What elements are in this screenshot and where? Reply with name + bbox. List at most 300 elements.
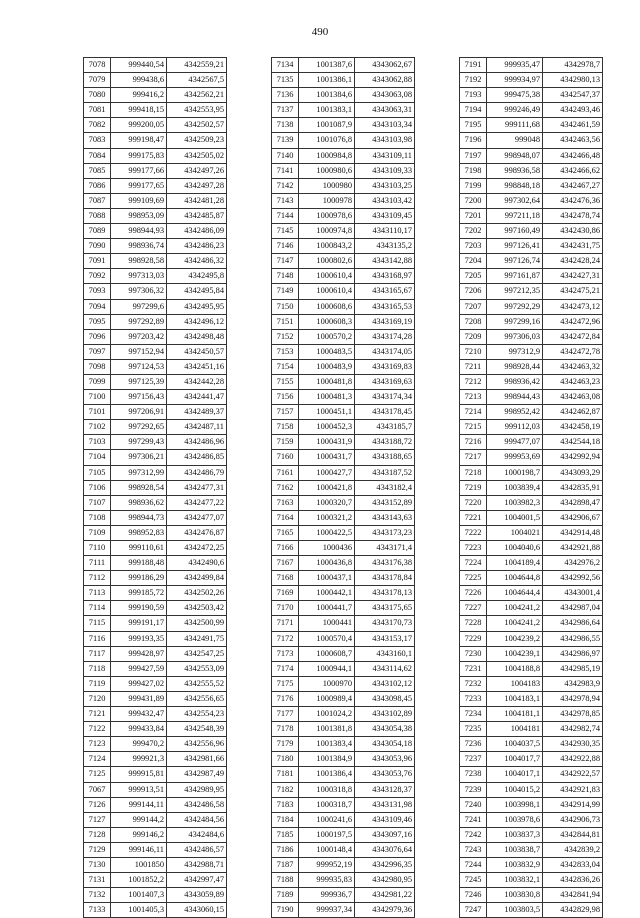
table-row (84, 239, 227, 254)
y-coordinate-cell: 4342987,04 (543, 601, 603, 616)
y-coordinate-cell: 4342914,48 (543, 525, 603, 540)
table-row (460, 601, 603, 616)
x-coordinate-cell: 1003978,6 (487, 812, 543, 827)
table-row (84, 857, 227, 872)
point-number-cell: 7203 (460, 239, 487, 254)
point-number-cell: 7130 (84, 857, 111, 872)
y-coordinate-cell: 4342554,23 (167, 707, 227, 722)
x-coordinate-cell: 997211,18 (487, 208, 543, 223)
x-coordinate-cell: 999427,02 (111, 676, 167, 691)
y-coordinate-cell: 4342556,96 (167, 737, 227, 752)
y-coordinate-cell: 4342472,78 (543, 344, 603, 359)
x-coordinate-cell: 1000148,4 (299, 842, 355, 857)
x-coordinate-cell: 1004239,2 (487, 631, 543, 646)
y-coordinate-cell: 4342922,88 (543, 752, 603, 767)
y-coordinate-cell: 4342463,08 (543, 390, 603, 405)
x-coordinate-cell: 1001386,4 (299, 767, 355, 782)
point-number-cell: 7188 (272, 873, 299, 888)
x-coordinate-cell: 1001405,3 (111, 903, 167, 918)
table-row (460, 133, 603, 148)
table-row (84, 224, 227, 239)
point-number-cell: 7207 (460, 299, 487, 314)
x-coordinate-cell: 999246,49 (487, 103, 543, 118)
x-coordinate-cell: 1004188,8 (487, 661, 543, 676)
x-coordinate-cell: 998928,54 (111, 480, 167, 495)
x-coordinate-cell: 997126,74 (487, 254, 543, 269)
point-number-cell: 7086 (84, 178, 111, 193)
y-coordinate-cell: 4343170,73 (355, 616, 415, 631)
y-coordinate-cell: 4342833,04 (543, 857, 603, 872)
point-number-cell: 7081 (84, 103, 111, 118)
y-coordinate-cell: 4342491,75 (167, 631, 227, 646)
table-row (84, 631, 227, 646)
point-number-cell: 7079 (84, 73, 111, 88)
point-number-cell: 7124 (84, 752, 111, 767)
x-coordinate-cell: 1000608,6 (299, 299, 355, 314)
point-number-cell: 7182 (272, 782, 299, 797)
point-number-cell: 7084 (84, 148, 111, 163)
y-coordinate-cell: 4342486,85 (167, 450, 227, 465)
table-row (272, 661, 415, 676)
point-number-cell: 7150 (272, 299, 299, 314)
table-row (460, 450, 603, 465)
x-coordinate-cell: 1000610,4 (299, 284, 355, 299)
x-coordinate-cell: 997299,6 (111, 299, 167, 314)
point-number-cell: 7246 (460, 888, 487, 903)
y-coordinate-cell: 4342976,2 (543, 556, 603, 571)
table-row (460, 193, 603, 208)
table-row (460, 888, 603, 903)
y-coordinate-cell: 4342996,35 (355, 857, 415, 872)
table-row (460, 163, 603, 178)
y-coordinate-cell: 4343098,45 (355, 691, 415, 706)
x-coordinate-cell: 998952,42 (487, 405, 543, 420)
y-coordinate-cell: 4342442,28 (167, 374, 227, 389)
y-coordinate-cell: 4342841,94 (543, 888, 603, 903)
x-coordinate-cell: 1001852,2 (111, 873, 167, 888)
point-number-cell: 7168 (272, 571, 299, 586)
point-number-cell: 7200 (460, 193, 487, 208)
y-coordinate-cell: 4342553,95 (167, 103, 227, 118)
x-coordinate-cell: 998848,18 (487, 178, 543, 193)
x-coordinate-cell: 997299,16 (487, 314, 543, 329)
table-row (272, 646, 415, 661)
y-coordinate-cell: 4343103,98 (355, 133, 415, 148)
point-number-cell: 7122 (84, 722, 111, 737)
point-number-cell: 7243 (460, 842, 487, 857)
point-number-cell: 7089 (84, 224, 111, 239)
point-number-cell: 7136 (272, 88, 299, 103)
x-coordinate-cell: 1000978,6 (299, 208, 355, 223)
x-coordinate-cell: 999190,59 (111, 601, 167, 616)
point-number-cell: 7171 (272, 616, 299, 631)
point-number-cell: 7112 (84, 571, 111, 586)
table-row (272, 465, 415, 480)
point-number-cell: 7178 (272, 722, 299, 737)
point-number-cell: 7147 (272, 254, 299, 269)
y-coordinate-cell: 4343188,72 (355, 435, 415, 450)
y-coordinate-cell: 4343182,4 (355, 480, 415, 495)
table-row (460, 88, 603, 103)
table-row (460, 224, 603, 239)
point-number-cell: 7232 (460, 676, 487, 691)
y-coordinate-cell: 4342992,94 (543, 450, 603, 465)
x-coordinate-cell: 1000441,7 (299, 601, 355, 616)
table-row (460, 797, 603, 812)
x-coordinate-cell: 1004189,4 (487, 556, 543, 571)
y-coordinate-cell: 4342980,95 (355, 873, 415, 888)
y-coordinate-cell: 4343109,45 (355, 208, 415, 223)
y-coordinate-cell: 4342458,19 (543, 420, 603, 435)
table-row (84, 480, 227, 495)
x-coordinate-cell: 1000570,4 (299, 631, 355, 646)
y-coordinate-cell: 4343128,37 (355, 782, 415, 797)
y-coordinate-cell: 4343103,34 (355, 118, 415, 133)
point-number-cell: 7214 (460, 405, 487, 420)
x-coordinate-cell: 1001383,4 (299, 737, 355, 752)
x-coordinate-cell: 1004017,7 (487, 752, 543, 767)
table-row (84, 254, 227, 269)
y-coordinate-cell: 4342978,7 (543, 58, 603, 73)
x-coordinate-cell: 997292,65 (111, 420, 167, 435)
point-number-cell: 7242 (460, 827, 487, 842)
y-coordinate-cell: 4342914,99 (543, 797, 603, 812)
table-row (272, 269, 415, 284)
x-coordinate-cell: 997160,49 (487, 224, 543, 239)
point-number-cell: 7245 (460, 873, 487, 888)
y-coordinate-cell: 4342503,42 (167, 601, 227, 616)
y-coordinate-cell: 4343059,89 (167, 888, 227, 903)
x-coordinate-cell: 1004040,6 (487, 541, 543, 556)
y-coordinate-cell: 4342497,28 (167, 178, 227, 193)
point-number-cell: 7093 (84, 284, 111, 299)
point-number-cell: 7132 (84, 888, 111, 903)
y-coordinate-cell: 4342547,37 (543, 88, 603, 103)
x-coordinate-cell: 999934,97 (487, 73, 543, 88)
table-row (84, 541, 227, 556)
x-coordinate-cell: 1000483,9 (299, 359, 355, 374)
point-number-cell: 7108 (84, 510, 111, 525)
x-coordinate-cell: 1001024,2 (299, 707, 355, 722)
point-number-cell: 7204 (460, 254, 487, 269)
point-number-cell: 7125 (84, 767, 111, 782)
point-number-cell: 7120 (84, 691, 111, 706)
point-number-cell: 7110 (84, 541, 111, 556)
point-number-cell: 7228 (460, 616, 487, 631)
point-number-cell: 7094 (84, 299, 111, 314)
point-number-cell: 7161 (272, 465, 299, 480)
x-coordinate-cell: 1001387,6 (299, 58, 355, 73)
x-coordinate-cell: 998928,44 (487, 359, 543, 374)
table-row (272, 510, 415, 525)
table-row (84, 405, 227, 420)
y-coordinate-cell: 4342986,55 (543, 631, 603, 646)
x-coordinate-cell: 997292,29 (487, 299, 543, 314)
x-coordinate-cell: 1004644,4 (487, 586, 543, 601)
point-number-cell: 7148 (272, 269, 299, 284)
y-coordinate-cell: 4342844,81 (543, 827, 603, 842)
point-number-cell: 7115 (84, 616, 111, 631)
table-row (84, 118, 227, 133)
point-number-cell: 7175 (272, 676, 299, 691)
y-coordinate-cell: 4343076,64 (355, 842, 415, 857)
table-row (272, 631, 415, 646)
y-coordinate-cell: 4343062,67 (355, 58, 415, 73)
x-coordinate-cell: 1000452,3 (299, 420, 355, 435)
x-coordinate-cell: 997156,43 (111, 390, 167, 405)
y-coordinate-cell: 4342487,11 (167, 420, 227, 435)
point-number-cell: 7202 (460, 224, 487, 239)
table-row (272, 224, 415, 239)
x-coordinate-cell: 1000436,8 (299, 556, 355, 571)
table-row (460, 782, 603, 797)
table-row (84, 103, 227, 118)
y-coordinate-cell: 4342484,56 (167, 812, 227, 827)
table-row (84, 525, 227, 540)
x-coordinate-cell: 1001407,3 (111, 888, 167, 903)
x-coordinate-cell: 998936,58 (487, 163, 543, 178)
y-coordinate-cell: 4343109,11 (355, 148, 415, 163)
point-number-cell: 7156 (272, 390, 299, 405)
x-coordinate-cell: 999111,68 (487, 118, 543, 133)
y-coordinate-cell: 4343093,29 (543, 465, 603, 480)
table-row (272, 239, 415, 254)
x-coordinate-cell: 999193,35 (111, 631, 167, 646)
point-number-cell: 7194 (460, 103, 487, 118)
x-coordinate-cell: 1000442,1 (299, 586, 355, 601)
point-number-cell: 7236 (460, 737, 487, 752)
x-coordinate-cell: 998952,83 (111, 525, 167, 540)
point-number-cell: 7145 (272, 224, 299, 239)
x-coordinate-cell: 1000437,1 (299, 571, 355, 586)
point-number-cell: 7226 (460, 586, 487, 601)
y-coordinate-cell: 4342428,24 (543, 254, 603, 269)
point-number-cell: 7189 (272, 888, 299, 903)
table-row (460, 465, 603, 480)
y-coordinate-cell: 4342978,94 (543, 691, 603, 706)
y-coordinate-cell: 4342496,12 (167, 314, 227, 329)
point-number-cell: 7092 (84, 269, 111, 284)
x-coordinate-cell: 1001087,9 (299, 118, 355, 133)
table-row (460, 857, 603, 872)
point-number-cell: 7238 (460, 767, 487, 782)
table-row (84, 133, 227, 148)
x-coordinate-cell: 998944,43 (487, 390, 543, 405)
x-coordinate-cell: 999935,47 (487, 58, 543, 73)
x-coordinate-cell: 1000421,8 (299, 480, 355, 495)
table-row (84, 646, 227, 661)
y-coordinate-cell: 4342486,96 (167, 435, 227, 450)
table-row (272, 344, 415, 359)
table-row (272, 571, 415, 586)
point-number-cell: 7186 (272, 842, 299, 857)
x-coordinate-cell: 999144,2 (111, 812, 167, 827)
x-coordinate-cell: 997299,43 (111, 435, 167, 450)
y-coordinate-cell: 4343173,23 (355, 525, 415, 540)
y-coordinate-cell: 4343169,19 (355, 314, 415, 329)
y-coordinate-cell: 4342466,62 (543, 163, 603, 178)
point-number-cell: 7201 (460, 208, 487, 223)
y-coordinate-cell: 4342502,26 (167, 586, 227, 601)
x-coordinate-cell: 997302,64 (487, 193, 543, 208)
y-coordinate-cell: 4342495,8 (167, 269, 227, 284)
x-coordinate-cell: 999440,54 (111, 58, 167, 73)
point-number-cell: 7135 (272, 73, 299, 88)
point-number-cell: 7142 (272, 178, 299, 193)
table-row (272, 88, 415, 103)
table-row (272, 133, 415, 148)
y-coordinate-cell: 4342486,79 (167, 465, 227, 480)
y-coordinate-cell: 4343178,45 (355, 405, 415, 420)
table-row (84, 601, 227, 616)
point-number-cell: 7219 (460, 480, 487, 495)
y-coordinate-cell: 4342992,56 (543, 571, 603, 586)
table-row (272, 767, 415, 782)
point-number-cell: 7172 (272, 631, 299, 646)
table-row (272, 208, 415, 223)
y-coordinate-cell: 4342839,2 (543, 842, 603, 857)
point-number-cell: 7113 (84, 586, 111, 601)
table-row (272, 782, 415, 797)
x-coordinate-cell: 1000241,6 (299, 812, 355, 827)
x-coordinate-cell: 1004015,2 (487, 782, 543, 797)
x-coordinate-cell: 1000431,9 (299, 435, 355, 450)
point-number-cell: 7155 (272, 374, 299, 389)
table-row (460, 827, 603, 842)
table-row (460, 178, 603, 193)
point-number-cell: 7217 (460, 450, 487, 465)
y-coordinate-cell: 4342922,57 (543, 767, 603, 782)
table-row (460, 525, 603, 540)
x-coordinate-cell: 1003982,3 (487, 495, 543, 510)
point-number-cell: 7153 (272, 344, 299, 359)
point-number-cell: 7116 (84, 631, 111, 646)
y-coordinate-cell: 4342472,96 (543, 314, 603, 329)
y-coordinate-cell: 4342986,97 (543, 646, 603, 661)
point-number-cell: 7121 (84, 707, 111, 722)
y-coordinate-cell: 4343060,15 (167, 903, 227, 918)
point-number-cell: 7114 (84, 601, 111, 616)
y-coordinate-cell: 4343174,34 (355, 390, 415, 405)
y-coordinate-cell: 4343178,84 (355, 571, 415, 586)
x-coordinate-cell: 1004183 (487, 676, 543, 691)
table-row (272, 148, 415, 163)
table-row (84, 178, 227, 193)
x-coordinate-cell: 1000843,2 (299, 239, 355, 254)
y-coordinate-cell: 4342441,47 (167, 390, 227, 405)
point-number-cell: 7111 (84, 556, 111, 571)
point-number-cell: 7231 (460, 661, 487, 676)
table-row (460, 284, 603, 299)
table-row (272, 435, 415, 450)
x-coordinate-cell: 1003837,3 (487, 827, 543, 842)
point-number-cell: 7088 (84, 208, 111, 223)
point-number-cell: 7187 (272, 857, 299, 872)
y-coordinate-cell: 4342906,73 (543, 812, 603, 827)
point-number-cell: 7157 (272, 405, 299, 420)
table-row (84, 676, 227, 691)
table-row (272, 525, 415, 540)
x-coordinate-cell: 999112,03 (487, 420, 543, 435)
table-row (460, 405, 603, 420)
table-row (84, 782, 227, 797)
point-number-cell: 7193 (460, 88, 487, 103)
table-row (84, 752, 227, 767)
table-row (272, 359, 415, 374)
point-number-cell: 7197 (460, 148, 487, 163)
table-row (460, 374, 603, 389)
point-number-cell: 7097 (84, 344, 111, 359)
x-coordinate-cell: 1000451,1 (299, 405, 355, 420)
x-coordinate-cell: 1004181,1 (487, 707, 543, 722)
y-coordinate-cell: 4342466,48 (543, 148, 603, 163)
x-coordinate-cell: 1003998,1 (487, 797, 543, 812)
table-row (272, 193, 415, 208)
table-row (84, 359, 227, 374)
x-coordinate-cell: 1001850 (111, 857, 167, 872)
point-number-cell: 7154 (272, 359, 299, 374)
y-coordinate-cell: 4342484,6 (167, 827, 227, 842)
table-row (272, 676, 415, 691)
table-row (84, 299, 227, 314)
point-number-cell: 7166 (272, 541, 299, 556)
x-coordinate-cell: 1000944,1 (299, 661, 355, 676)
y-coordinate-cell: 4342451,16 (167, 359, 227, 374)
x-coordinate-cell: 999177,65 (111, 178, 167, 193)
table-row (460, 329, 603, 344)
x-coordinate-cell: 1000978 (299, 193, 355, 208)
y-coordinate-cell: 4343185,7 (355, 420, 415, 435)
table-row (272, 616, 415, 631)
point-number-cell: 7106 (84, 480, 111, 495)
y-coordinate-cell: 4343001,4 (543, 586, 603, 601)
table-row (84, 314, 227, 329)
table-row (272, 495, 415, 510)
table-row (460, 646, 603, 661)
table-row (272, 73, 415, 88)
x-coordinate-cell: 1000431,7 (299, 450, 355, 465)
point-number-cell: 7090 (84, 239, 111, 254)
x-coordinate-cell: 999953,69 (487, 450, 543, 465)
y-coordinate-cell: 4342497,26 (167, 163, 227, 178)
point-number-cell: 7080 (84, 88, 111, 103)
point-number-cell: 7195 (460, 118, 487, 133)
point-number-cell: 7119 (84, 676, 111, 691)
point-number-cell: 7105 (84, 465, 111, 480)
x-coordinate-cell: 998936,74 (111, 239, 167, 254)
table-row (460, 767, 603, 782)
point-number-cell: 7183 (272, 797, 299, 812)
y-coordinate-cell: 4342898,47 (543, 495, 603, 510)
coordinate-table-1 (83, 57, 227, 918)
x-coordinate-cell: 997292,89 (111, 314, 167, 329)
point-number-cell: 7190 (272, 903, 299, 918)
y-coordinate-cell: 4342553,09 (167, 661, 227, 676)
y-coordinate-cell: 4343165,67 (355, 284, 415, 299)
y-coordinate-cell: 4343109,33 (355, 163, 415, 178)
x-coordinate-cell: 999915,81 (111, 767, 167, 782)
x-coordinate-cell: 998944,93 (111, 224, 167, 239)
y-coordinate-cell: 4342555,52 (167, 676, 227, 691)
table-row (84, 888, 227, 903)
table-row (460, 480, 603, 495)
table-row (84, 767, 227, 782)
x-coordinate-cell: 998948,07 (487, 148, 543, 163)
x-coordinate-cell: 999144,11 (111, 797, 167, 812)
point-number-cell: 7240 (460, 797, 487, 812)
x-coordinate-cell: 1001384,6 (299, 88, 355, 103)
y-coordinate-cell: 4343114,62 (355, 661, 415, 676)
